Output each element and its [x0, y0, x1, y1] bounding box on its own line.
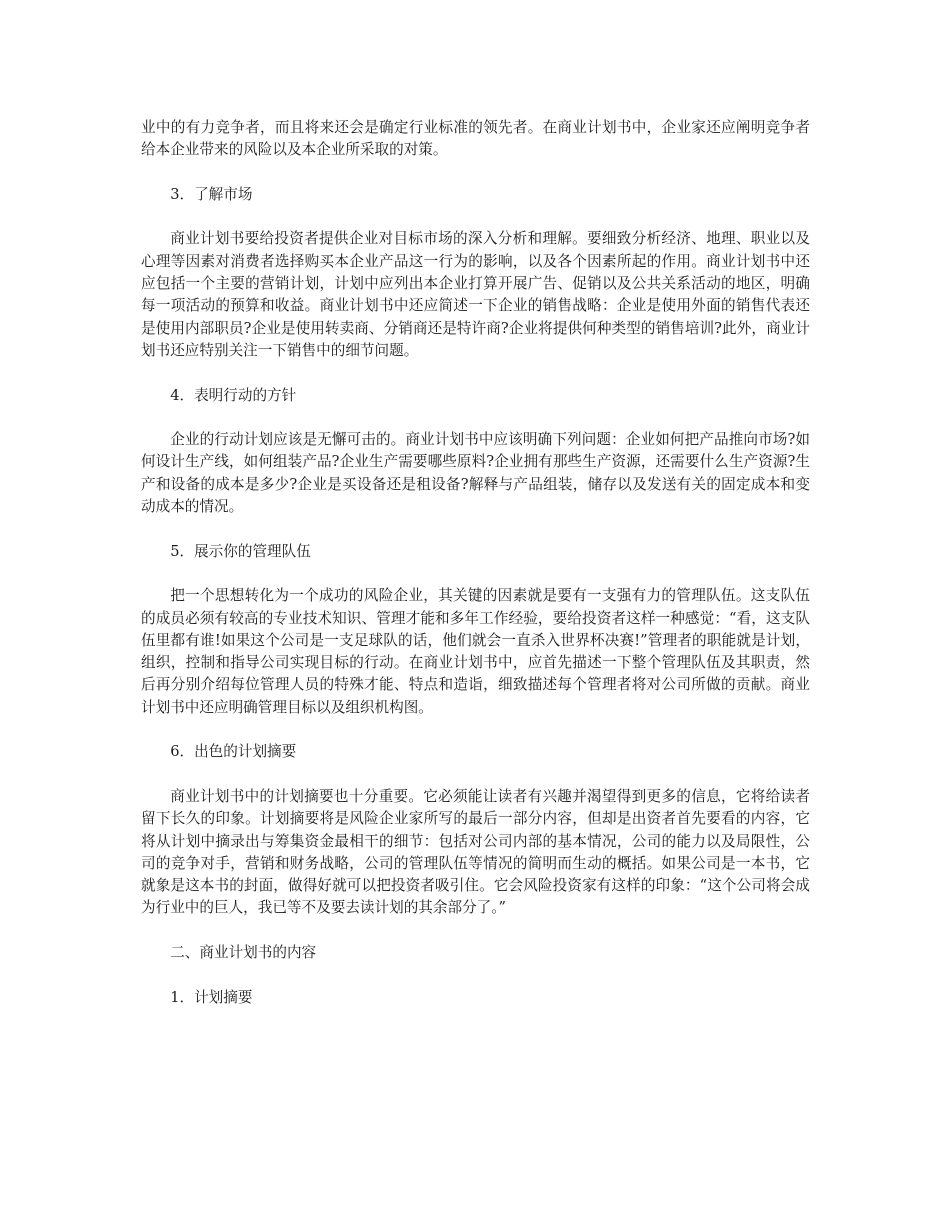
heading-understand-market: 3．了解市场	[170, 185, 253, 203]
paragraph-market: 商业计划书要给投资者提供企业对目标市场的深入分析和理解。要细致分析经济、地理、职业以及心理等因素对消费者选择购买本企业产品这一行为的影响，以及各个因素所起的作用。商业计划书中还应包括一个主要的营销计划，计划中应列出本企业打算开展广告、促销以及公共关系活动的地区，明确每一项活动的预算和收益。商业计划书中还应简述一下企业的销售战略：企业是使用外面的销售代表还是使用内部职员?企业是使用转卖商、分销商还是特许商?企业将提供何种类型的销售培训?此外，商业计划书还应特别关注一下销售中的细节问题。	[141, 230, 810, 359]
heading-action-plan: 4．表明行动的方针	[170, 386, 297, 404]
heading-executive-summary: 6．出色的计划摘要	[170, 743, 297, 761]
heading-management-team: 5．展示你的管理队伍	[170, 542, 311, 560]
heading-plan-summary: 1．计划摘要	[170, 988, 253, 1006]
paragraph-management-team: 把一个思想转化为一个成功的风险企业，其关键的因素就是要有一支强有力的管理队伍。这支队伍的成员必须有较高的专业技术知识、管理才能和多年工作经验，要给投资者这样一种感觉：“看，这支队伍里都有谁!如果这个公司是一支足球队的话，他们就会一直杀入世界杯决赛!”管理者的职能就是计划，组织，控制和指导公司实现目标的行动。在商业计划书中，应首先描述一下整个管理队伍及其职责，然后再分别介绍每位管理人员的特殊才能、特点和造诣，细致描述每个管理者将对公司所做的贡献。商业计划书中还应明确管理目标以及组织机构图。	[141, 587, 810, 716]
document-page	[141, 117, 810, 1031]
paragraph-action-plan: 企业的行动计划应该是无懈可击的。商业计划书中应该明确下列问题：企业如何把产品推向市场?如何设计生产线，如何组装产品?企业生产需要哪些原料?企业拥有那些生产资源，还需要什么生产资源?生产和设备的成本是多少?企业是买设备还是租设备?解释与产品组装，储存以及发送有关的固定成本和变动成本的情况。	[141, 431, 810, 516]
heading-plan-contents: 二、商业计划书的内容	[170, 943, 317, 961]
paragraph-competitors: 业中的有力竞争者，而且将来还会是确定行业标准的领先者。在商业计划书中，企业家还应阐明竞争者给本企业带来的风险以及本企业所采取的对策。	[141, 119, 810, 159]
paragraph-executive-summary: 商业计划书中的计划摘要也十分重要。它必须能让读者有兴趣并渴望得到更多的信息，它将给读者留下长久的印象。计划摘要将是风险企业家所写的最后一部分内容，但却是出资者首先要看的内容，它将从计划中摘录出与筹集资金最相干的细节：包括对公司内部的基本情况，公司的能力以及局限性，公司的竞争对手，营销和财务战略，公司的管理队伍等情况的简明而生动的概括。如果公司是一本书，它就象是这本书的封面，做得好就可以把投资者吸引住。它会风险投资家有这样的印象：“这个公司将会成为行业中的巨人，我已等不及要去读计划的其余部分了。”	[141, 787, 810, 917]
